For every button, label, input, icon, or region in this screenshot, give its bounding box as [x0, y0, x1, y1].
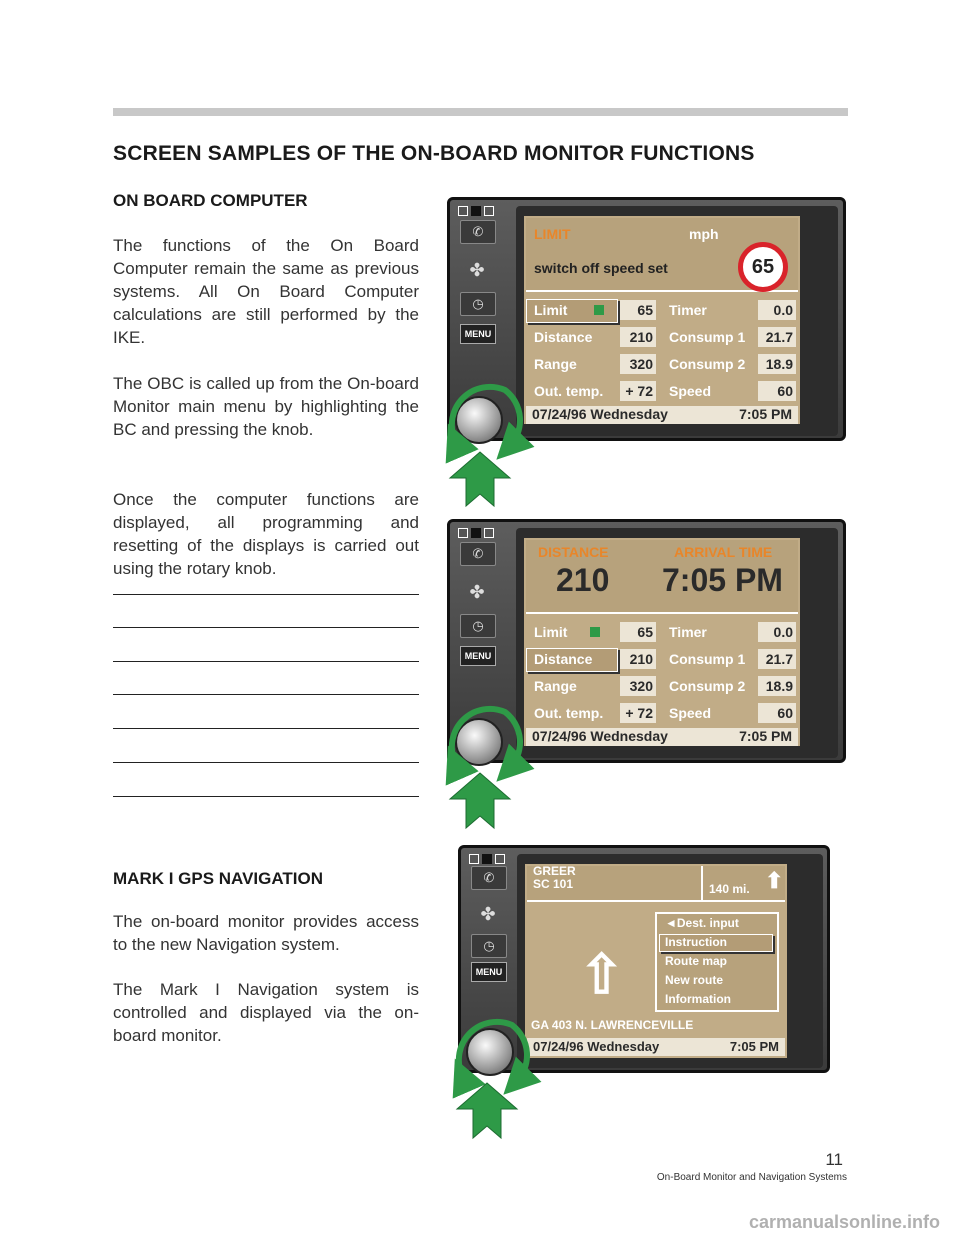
obc-paragraph-1: The functions of the On Board Computer remain the same as previous systems. All On Board Computer calculations are still performed by the IKE.: [113, 236, 419, 347]
fan-icon[interactable]: ✤: [480, 904, 496, 924]
row-value: 60: [758, 703, 796, 723]
row-label[interactable]: Range: [534, 356, 577, 372]
row-value: 0.0: [758, 300, 796, 320]
unit-label: mph: [689, 226, 719, 242]
arrival-big-value: 7:05 PM: [662, 562, 783, 598]
row-label[interactable]: Timer: [669, 302, 707, 318]
obc-paragraph-3: Once the computer functions are displayed, all programming and resetting of the displays is carried out using the rotary knob.: [113, 490, 419, 578]
row-label[interactable]: Limit: [534, 302, 568, 318]
nav-menu-item-new-route[interactable]: New route: [665, 973, 724, 987]
phone-icon: ✆: [472, 224, 484, 239]
nav-menu-item-instruction[interactable]: Instruction: [665, 935, 727, 949]
date-label: 07/24/96 Wednesday: [533, 1039, 660, 1054]
menu-button[interactable]: MENU: [460, 646, 496, 666]
distance-to-turn: 140 mi.: [709, 882, 750, 896]
gps-heading: MARK I GPS NAVIGATION: [113, 869, 323, 888]
time-label: 7:05 PM: [729, 1039, 779, 1054]
rotate-arrow-icon: [459, 1022, 527, 1082]
phone-icon: ✆: [483, 870, 495, 885]
time-label: 7:05 PM: [739, 406, 792, 422]
fan-icon[interactable]: ✤: [469, 582, 485, 602]
row-label[interactable]: Consump 1: [669, 329, 746, 345]
row-label[interactable]: Speed: [669, 705, 712, 721]
watermark: carmanualsonline.info: [748, 1212, 940, 1232]
row-label[interactable]: Distance: [534, 651, 593, 667]
road-name: SC 101: [533, 877, 574, 891]
date-label: 07/24/96 Wednesday: [532, 728, 668, 744]
rotate-arrow-icon: [452, 709, 520, 769]
row-value: 18.9: [758, 354, 796, 374]
nav-menu-item-route-map[interactable]: Route map: [665, 954, 728, 968]
gps-paragraph-1: The on-board monitor provides access to the new Navigation system.: [113, 912, 419, 954]
phone-icon: ✆: [472, 546, 484, 561]
street-name: GA 403 N. LAWRENCEVILLE: [531, 1018, 694, 1032]
limit-options[interactable]: switch off speed set: [534, 260, 668, 276]
row-label[interactable]: Distance: [534, 329, 593, 345]
date-label: 07/24/96 Wednesday: [532, 406, 668, 422]
obc-paragraph-2: The OBC is called up from the On-board Monitor main menu by highlighting the BC and pressing the knob.: [113, 374, 419, 439]
clock-icon: ◷: [483, 938, 495, 953]
clock-icon: ◷: [472, 296, 484, 311]
row-value: 320: [620, 676, 656, 696]
row-value: 21.7: [758, 649, 796, 669]
row-value: + 72: [620, 703, 656, 723]
row-label[interactable]: Out. temp.: [534, 705, 604, 721]
row-label[interactable]: Consump 2: [669, 356, 746, 372]
row-value: 65: [620, 622, 656, 642]
row-value: 60: [758, 381, 796, 401]
clock-icon: ◷: [472, 618, 484, 633]
menu-button[interactable]: MENU: [471, 962, 507, 982]
row-value: 320: [620, 354, 656, 374]
row-value: + 72: [620, 381, 656, 401]
row-value: 210: [620, 649, 656, 669]
row-value: 0.0: [758, 622, 796, 642]
rotate-arrow-icon: [452, 387, 520, 447]
row-value: 210: [620, 327, 656, 347]
push-arrow-icon: [450, 452, 510, 506]
menu-button[interactable]: MENU: [460, 324, 496, 344]
row-label[interactable]: Range: [534, 678, 577, 694]
nav-menu-item-dest-input[interactable]: ◄Dest. input: [665, 916, 739, 930]
row-label[interactable]: Limit: [534, 624, 568, 640]
obc-heading: ON BOARD COMPUTER: [113, 191, 308, 210]
distance-header: DISTANCE: [538, 544, 609, 560]
distance-big-value: 210: [556, 562, 610, 598]
footer-title: On-Board Monitor and Navigation Systems: [656, 1172, 847, 1183]
turn-arrow-icon: ⇧: [579, 945, 625, 1005]
limit-header: LIMIT: [534, 226, 571, 242]
speed-limit-sign: 65: [738, 242, 788, 292]
direction-arrow-icon: ⬆: [765, 868, 784, 893]
row-label[interactable]: Timer: [669, 624, 707, 640]
row-value: 65: [620, 300, 656, 320]
row-label[interactable]: Consump 1: [669, 651, 746, 667]
row-value: 21.7: [758, 327, 796, 347]
row-label[interactable]: Consump 2: [669, 678, 746, 694]
arrival-header: ARRIVAL TIME: [674, 544, 773, 560]
fan-icon[interactable]: ✤: [469, 260, 485, 280]
time-label: 7:05 PM: [739, 728, 792, 744]
row-label[interactable]: Speed: [669, 383, 712, 399]
row-value: 18.9: [758, 676, 796, 696]
push-arrow-icon: [450, 773, 510, 828]
page-title: SCREEN SAMPLES OF THE ON-BOARD MONITOR FUNCTIONS: [113, 142, 755, 165]
nav-menu-item-information[interactable]: Information: [665, 992, 731, 1006]
push-arrow-icon: [457, 1083, 517, 1138]
page-number: 11: [825, 1150, 843, 1169]
place-name: GREER: [533, 864, 576, 878]
gps-paragraph-2: The Mark I Navigation system is controlled and displayed via the on-board monitor.: [113, 980, 419, 1045]
row-label[interactable]: Out. temp.: [534, 383, 604, 399]
